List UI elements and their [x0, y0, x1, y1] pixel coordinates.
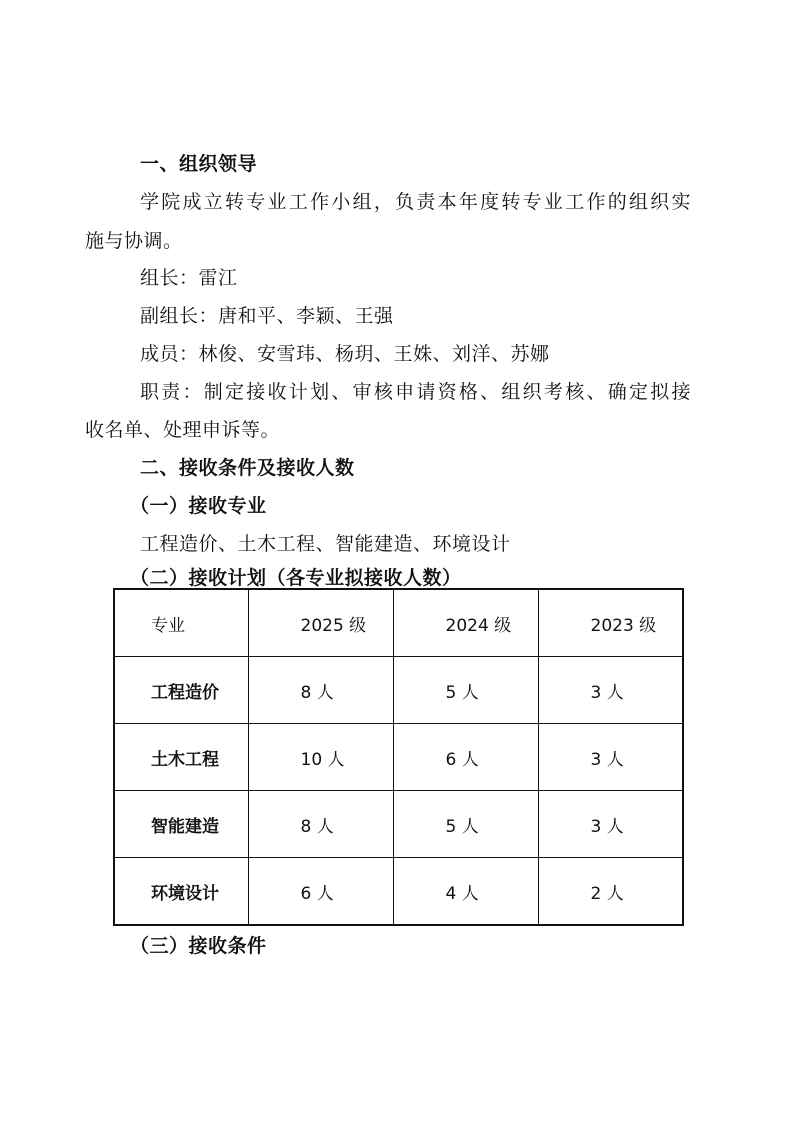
- table-row: [114, 858, 683, 926]
- cell-2025: 6 人: [248, 858, 393, 926]
- header-2025: 2025 级: [248, 589, 393, 657]
- cell-major: 智能建造: [114, 791, 248, 858]
- cell-2024: 4 人: [393, 858, 538, 926]
- subsection-majors-heading: （一）接收专业: [130, 495, 267, 517]
- section1-heading: 一、组织领导: [140, 153, 258, 175]
- cell-2024: 6 人: [393, 724, 538, 791]
- group-leader: 组长：雷江: [140, 267, 238, 289]
- enrollment-plan-table: [113, 588, 684, 926]
- cell-2025: 8 人: [248, 657, 393, 724]
- table-row: [114, 724, 683, 791]
- cell-major: 土木工程: [114, 724, 248, 791]
- members: 成员：林俊、安雪玮、杨玥、王姝、刘洋、苏娜: [140, 343, 550, 365]
- duties-line1: 职责：制定接收计划、审核申请资格、组织考核、确定拟接: [140, 381, 691, 403]
- majors-list: 工程造价、土木工程、智能建造、环境设计: [140, 533, 511, 555]
- table-row: [114, 791, 683, 858]
- section1-paragraph-line2: 施与协调。: [85, 230, 183, 252]
- header-major: 专业: [114, 589, 248, 657]
- header-2023: 2023 级: [538, 589, 683, 657]
- cell-2023: 2 人: [538, 858, 683, 926]
- table-row: [114, 657, 683, 724]
- table-header-row: [114, 589, 683, 657]
- cell-major: 环境设计: [114, 858, 248, 926]
- section1-paragraph-line1: 学院成立转专业工作小组，负责本年度转专业工作的组织实: [140, 191, 691, 213]
- duties-line2: 收名单、处理申诉等。: [85, 419, 281, 441]
- vice-leaders: 副组长：唐和平、李颖、王强: [140, 305, 394, 327]
- cell-2024: 5 人: [393, 791, 538, 858]
- cell-2023: 3 人: [538, 791, 683, 858]
- cell-2023: 3 人: [538, 724, 683, 791]
- cell-2025: 10 人: [248, 724, 393, 791]
- cell-2024: 5 人: [393, 657, 538, 724]
- cell-2023: 3 人: [538, 657, 683, 724]
- cell-major: 工程造价: [114, 657, 248, 724]
- section2-heading: 二、接收条件及接收人数: [140, 457, 355, 479]
- header-2024: 2024 级: [393, 589, 538, 657]
- subsection-plan-heading: （二）接收计划（各专业拟接收人数）: [130, 567, 462, 589]
- cell-2025: 8 人: [248, 791, 393, 858]
- subsection-conditions-heading: （三）接收条件: [130, 935, 267, 957]
